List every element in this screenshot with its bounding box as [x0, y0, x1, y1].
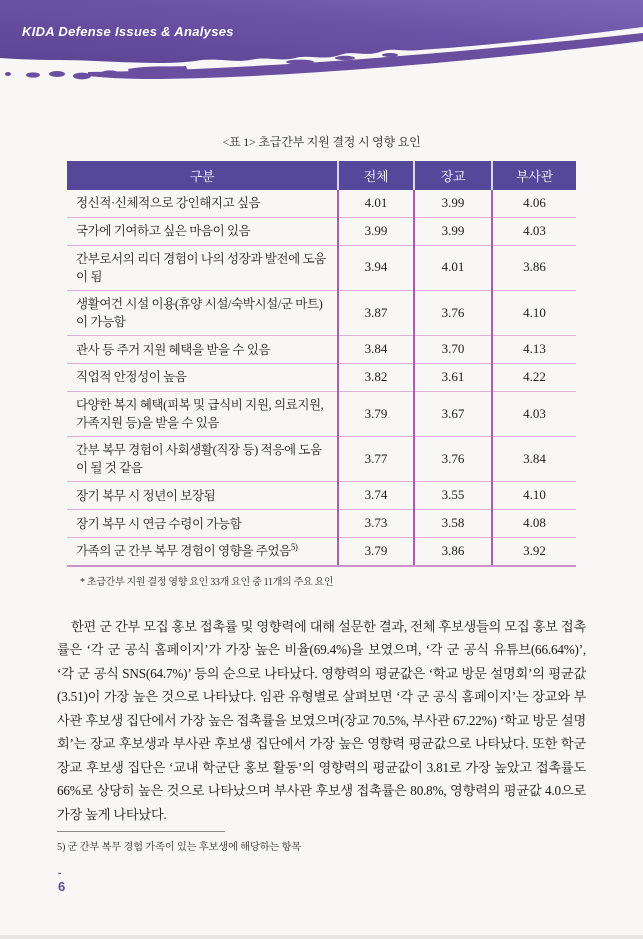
page-number-dash: - — [58, 868, 62, 879]
factor-label: 생활여건 시설 이용(휴양 시설/숙박시설/군 마트)이 가능함 — [67, 290, 338, 335]
table-row — [67, 510, 576, 538]
col-header-officer: 장교 — [414, 161, 492, 190]
value-nco: 3.86 — [492, 245, 576, 290]
col-header-nco: 부사관 — [492, 161, 576, 190]
value-nco: 4.03 — [492, 217, 576, 245]
factor-label: 다양한 복지 혜택(피복 및 급식비 지원, 의료지원, 가족지원 등)을 받을 수 있음 — [67, 391, 338, 436]
footnote-text: 5) 군 간부 복무 경험 가족이 있는 후보생에 해당하는 항목 — [57, 842, 301, 853]
value-total: 3.79 — [338, 391, 414, 436]
value-total: 3.99 — [338, 217, 414, 245]
value-total: 3.77 — [338, 437, 414, 482]
table-header-row — [67, 161, 576, 190]
value-nco: 4.08 — [492, 510, 576, 538]
factor-label: 간부로서의 리더 경험이 나의 성장과 발전에 도움이 됨 — [67, 245, 338, 290]
page-number-value: 6 — [58, 878, 66, 894]
value-officer: 3.86 — [414, 538, 492, 566]
masthead-banner — [0, 0, 643, 90]
page-number — [58, 869, 65, 893]
table-row — [67, 290, 576, 335]
value-total: 4.01 — [338, 190, 414, 217]
value-total: 3.73 — [338, 510, 414, 538]
value-officer: 3.99 — [414, 217, 492, 245]
col-header-factor: 구분 — [67, 161, 338, 190]
table-row — [67, 190, 576, 217]
factor-label: 장기 복무 시 연금 수령이 가능함 — [67, 510, 338, 538]
page-content — [57, 133, 586, 826]
value-nco: 4.03 — [492, 391, 576, 436]
value-total: 3.87 — [338, 290, 414, 335]
factor-label-text: 가족의 군 간부 복무 경험이 영향을 주었음 — [76, 544, 291, 559]
value-total: 3.74 — [338, 482, 414, 510]
value-nco: 3.92 — [492, 538, 576, 566]
value-officer: 4.01 — [414, 245, 492, 290]
table-caption: <표 1> 초급간부 지원 결정 시 영향 요인 — [222, 135, 421, 149]
value-total: 3.79 — [338, 538, 414, 566]
brush-stroke-graphic — [0, 0, 643, 90]
body-paragraph: 한편 군 간부 모집 홍보 접촉률 및 영향력에 대해 설문한 결과, 전체 후보생들의 모집 홍보 접촉률은 ‘각 군 공식 홈페이지’가 가장 높은 비율(69.4%)을 보였으며, ‘각 군 공식 유튜브(66.64%)’, ‘각 군 공식 SNS(64.7%)’ 등의 순으로 나타났다. 영향력의 평균값은 ‘학교 방문 설명회’의 평균값(3.51)이 가장 높은 것으로 나타났다. 임관 유형별로 살펴보면 ‘각 군 공식 홈페이지’는 장교와 부사관 후보생 집단에서 가장 높은 접촉률을 보였으며(장교 70.5%, 부사관 67.22%) ‘학교 방문 설명회’는 장교 후보생과 부사관 후보생 집단에서 가장 높은 영향력 평균값으로 나타났다. 또한 학군 장교 후보생 집단은 ‘교내 학군단 홍보 활동’의 영향력의 평균값이 3.81로 가장 높았고 접촉률도 66%로 상당히 높은 것으로 나타났으며 부사관 후보생 접촉률은 80.8%, 영향력의 평균값 4.0으로 가장 높게 나타났다. — [57, 618, 586, 822]
value-total: 3.84 — [338, 336, 414, 364]
footnote-block — [57, 831, 586, 853]
value-officer: 3.99 — [414, 190, 492, 217]
value-total: 3.94 — [338, 245, 414, 290]
value-nco: 4.10 — [492, 482, 576, 510]
value-officer: 3.55 — [414, 482, 492, 510]
publication-title: KIDA Defense Issues & Analyses — [22, 24, 234, 39]
table-row — [67, 538, 576, 566]
value-nco: 4.22 — [492, 364, 576, 392]
footnote-marker: 5) — [290, 542, 298, 553]
table-note: * 초급간부 지원 결정 영향 요인 33개 요인 중 11개의 주요 요인 — [80, 576, 334, 588]
value-officer: 3.58 — [414, 510, 492, 538]
value-nco: 4.13 — [492, 336, 576, 364]
value-total: 3.82 — [338, 364, 414, 392]
footnote-separator — [57, 831, 225, 832]
table-row — [67, 364, 576, 392]
table-row — [67, 482, 576, 510]
value-nco: 4.10 — [492, 290, 576, 335]
table-row — [67, 245, 576, 290]
value-officer: 3.67 — [414, 391, 492, 436]
table-row — [67, 336, 576, 364]
value-nco: 4.06 — [492, 190, 576, 217]
table-row — [67, 437, 576, 482]
value-nco: 3.84 — [492, 437, 576, 482]
table-row — [67, 217, 576, 245]
factor-label: 장기 복무 시 정년이 보장됨 — [67, 482, 338, 510]
factor-label: 직업적 안정성이 높음 — [67, 364, 338, 392]
value-officer: 3.70 — [414, 336, 492, 364]
col-header-total: 전체 — [338, 161, 414, 190]
factor-label: 국가에 기여하고 싶은 마음이 있음 — [67, 217, 338, 245]
value-officer: 3.76 — [414, 437, 492, 482]
table-row — [67, 391, 576, 436]
influence-factors-table — [67, 161, 576, 567]
factor-label: 관사 등 주거 지원 혜택을 받을 수 있음 — [67, 336, 338, 364]
value-officer: 3.76 — [414, 290, 492, 335]
value-officer: 3.61 — [414, 364, 492, 392]
factor-label — [67, 538, 338, 566]
factor-label: 간부 복무 경험이 사회생활(직장 등) 적응에 도움이 될 것 같음 — [67, 437, 338, 482]
factor-label: 정신적·신체적으로 강인해지고 싶음 — [67, 190, 338, 217]
